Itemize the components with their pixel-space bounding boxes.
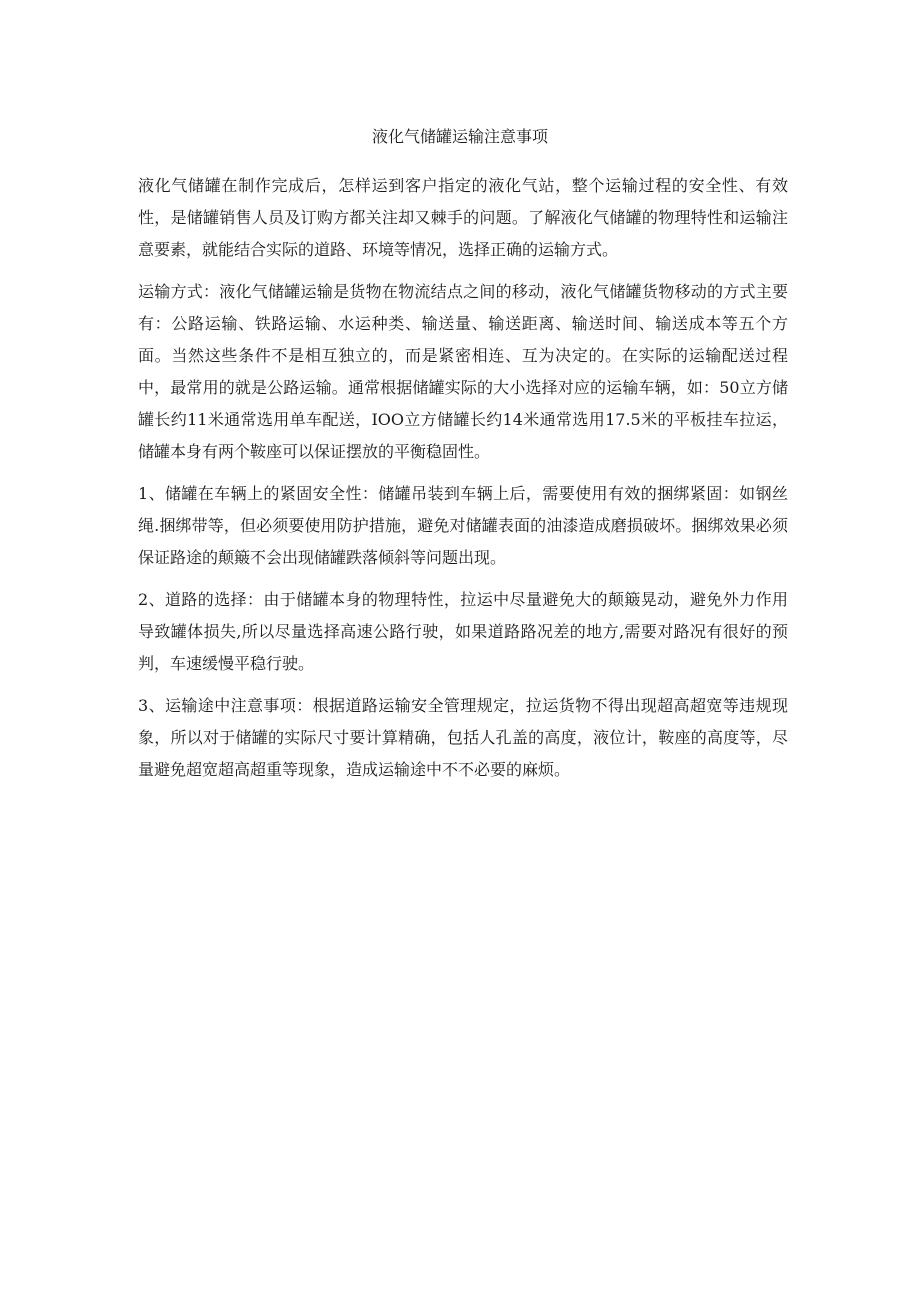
paragraph-intro: 液化气储罐在制作完成后，怎样运到客户指定的液化气站，整个运输过程的安全性、有效性，是储罐销售人员及订购方都关注却又棘手的问题。了解液化气储罐的物理特性和运输注意要素，就能结合实际的道路、环境等情况，选择正确的运输方式。 [138, 176, 788, 259]
paragraph-transit-notes: 3、运输途中注意事项：根据道路运输安全管理规定，拉运货物不得出现超高超宽等违规现象，所以对于储罐的实际尺寸要计算精确，包括人孔盖的高度，液位计，鞍座的高度等，尽量避免超宽超高超重等现象，造成运输途中不不必要的麻烦。 [138, 696, 788, 779]
paragraph-securing: 1、储罐在车辆上的紧固安全性：储罐吊装到车辆上后，需要使用有效的捆绑紧固：如钢丝绳.捆绑带等，但必须要使用防护措施，避免对储罐表面的油漆造成磨损破坏。捆绑效果必须保证路途的颠簸不会出现储罐跌落倾斜等问题出现。 [138, 484, 788, 567]
paragraph-transport-methods: 运输方式：液化气储罐运输是货物在物流结点之间的移动，液化气储罐货物移动的方式主要有：公路运输、铁路运输、水运种类、输送量、输送距离、输送时间、输送成本等五个方面。当然这些条件不是相互独立的，而是紧密相连、互为决定的。在实际的运输配送过程中，最常用的就是公路运输。通常根据储罐实际的大小选择对应的运输车辆，如：50立方储罐长约11米通常选用单车配送，IOO立方储罐长约14米通常选用17.5米的平板挂车拉运，储罐本身有两个鞍座可以保证摆放的平衡稳固性。 [138, 282, 788, 461]
document-body [138, 170, 788, 796]
paragraph-road-choice: 2、道路的选择：由于储罐本身的物理特性，拉运中尽量避免大的颠簸晃动，避免外力作用导致罐体损失,所以尽量选择高速公路行驶，如果道路路况差的地方,需要对路况有很好的预判，车速缓慢平稳行驶。 [138, 590, 788, 673]
document-title: 液化气储罐运输注意事项 [371, 127, 548, 146]
